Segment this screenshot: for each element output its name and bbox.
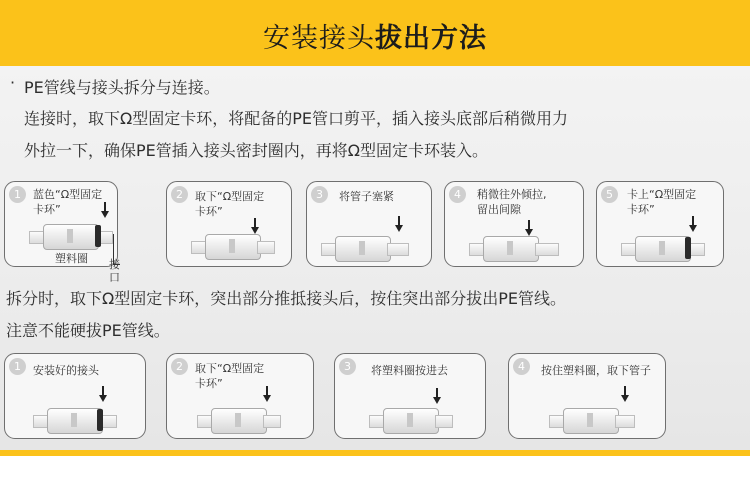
fitting-illustration: [469, 234, 551, 262]
bullet: ·: [10, 73, 16, 92]
connect-step-3: [306, 181, 432, 267]
step-caption-line-2: 卡环”: [33, 203, 61, 216]
fitting-illustration: [369, 406, 451, 434]
detach-step-1: [4, 353, 146, 439]
down-arrow-icon: [263, 386, 271, 402]
intro-line-2: 外拉一下，确保PE管插入接头密封圈内，再将Ω型固定卡环装入。: [24, 141, 488, 160]
intro-heading: PE管线与接头拆分与连接。: [24, 78, 220, 97]
step-caption-line-1: 取下“Ω型固定: [195, 190, 265, 203]
step-number: 4: [449, 186, 466, 203]
step-number: 5: [601, 186, 618, 203]
label-port: 接口: [109, 258, 120, 284]
connect-step-5: [596, 181, 724, 267]
step-caption-line-1: 安装好的接头: [33, 364, 99, 377]
fitting-illustration: [33, 406, 115, 434]
label-plastic-ring: 塑料圈: [55, 252, 88, 265]
detach-step-2: [166, 353, 314, 439]
fitting-illustration: [29, 222, 111, 250]
down-arrow-icon: [99, 386, 107, 402]
step-number: 1: [9, 358, 26, 375]
step-caption-line-1: 蓝色“Ω型固定: [33, 188, 103, 201]
down-arrow-icon: [395, 216, 403, 232]
down-arrow-icon: [433, 388, 441, 404]
step-number: 2: [171, 358, 188, 375]
bottom-strip: [0, 450, 750, 456]
fitting-illustration: [621, 234, 703, 262]
step-number: 2: [171, 186, 188, 203]
step-number: 3: [311, 186, 328, 203]
down-arrow-icon: [101, 202, 109, 218]
step-caption-line-1: 取下“Ω型固定: [195, 362, 265, 375]
step-number: 1: [9, 186, 26, 203]
title-banner: [0, 0, 750, 66]
step-caption-line-1: 卡上“Ω型固定: [627, 188, 697, 201]
step-number: 4: [513, 358, 530, 375]
fitting-illustration: [321, 234, 403, 262]
down-arrow-icon: [689, 216, 697, 232]
step-caption-line-2: 卡环”: [195, 205, 223, 218]
title-bold: 拔出方法: [375, 23, 487, 54]
step-caption-line-1: 将管子塞紧: [339, 190, 394, 203]
down-arrow-icon: [621, 386, 629, 402]
fitting-illustration: [197, 406, 279, 434]
detach-step-4: [508, 353, 666, 439]
page-title: [0, 16, 750, 55]
step-caption-line-2: 留出间隙: [477, 203, 521, 216]
step-caption-line-1: 稍微往外倾拉,: [477, 188, 547, 201]
title-normal: 安装接头: [263, 23, 375, 54]
detach-line-1: 拆分时，取下Ω型固定卡环，突出部分推抵接头后，按住突出部分拔出PE管线。: [6, 289, 566, 308]
intro-line-1: 连接时，取下Ω型固定卡环，将配备的PE管口剪平，插入接头底部后稍微用力: [24, 109, 568, 128]
detach-step-3: [334, 353, 486, 439]
detach-line-2: 注意不能硬拔PE管线。: [6, 321, 170, 340]
step-caption-line-2: 卡环”: [627, 203, 655, 216]
connect-step-1: [4, 181, 120, 284]
step-caption-line-1: 按住塑料圈，取下管子: [541, 364, 651, 377]
step-caption-line-1: 将塑料圈按进去: [371, 364, 448, 377]
fitting-illustration: [549, 406, 631, 434]
fitting-illustration: [191, 232, 273, 260]
step-number: 3: [339, 358, 356, 375]
connect-step-2: [166, 181, 292, 267]
connect-step-4: [444, 181, 584, 267]
step-caption-line-2: 卡环”: [195, 377, 223, 390]
